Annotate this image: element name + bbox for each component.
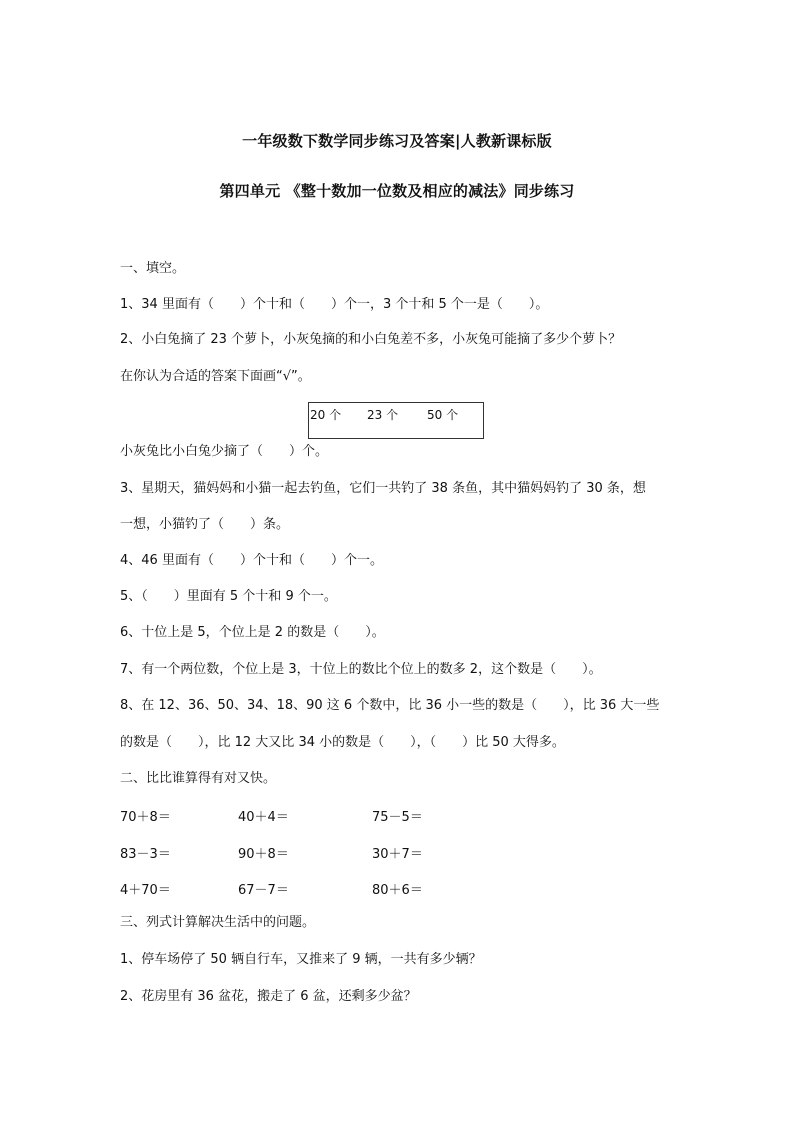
calc-item: 90＋8＝ [238, 847, 289, 862]
calc-item: 70＋8＝ [120, 810, 171, 825]
choice-option[interactable]: 50 个 [427, 408, 459, 422]
calc-item: 75－5＝ [372, 810, 423, 825]
question-1-3-continued: 一想，小猫钓了（ ）条。 [120, 517, 290, 532]
section-1-heading: 一、填空。 [120, 261, 186, 276]
choice-option[interactable]: 23 个 [367, 408, 399, 422]
question-1-8-continued: 的数是（ ），比 12 大又比 34 小的数是（ ），（ ）比 50 大得多。 [120, 735, 565, 750]
question-1-3-text: 3、星期天，猫妈妈和小猫一起去钓鱼，它们一共钓了 38 条鱼，其中猫妈妈钓了 30 条，想 [120, 481, 646, 496]
calc-item: 30＋7＝ [372, 847, 423, 862]
calc-item: 83－3＝ [120, 847, 171, 862]
question-3-2: 2、花房里有 36 盆花，搬走了 6 盆，还剩多少盆？ [120, 989, 417, 1004]
section-3-heading: 三、列式计算解决生活中的问题。 [120, 915, 316, 930]
answer-choices-box [308, 402, 484, 439]
unit-subtitle: 第四单元 《整十数加一位数及相应的减法》同步练习 [219, 182, 575, 200]
question-1-7: 7、有一个两位数，个位上是 3，十位上的数比个位上的数多 2，这个数是（ ）。 [120, 662, 602, 677]
document-title: 一年级数下数学同步练习及答案|人教新课标版 [242, 132, 552, 150]
question-1-1: 1、34 里面有（ ）个十和（ ）个一，3 个十和 5 个一是（ ）。 [120, 297, 549, 312]
calc-item: 40＋4＝ [238, 810, 289, 825]
question-1-2-followup: 小灰兔比小白兔少摘了（ ）个。 [120, 444, 329, 459]
question-3-1: 1、停车场停了 50 辆自行车，又推来了 9 辆，一共有多少辆？ [120, 952, 482, 967]
question-1-6: 6、十位上是 5，个位上是 2 的数是（ ）。 [120, 625, 385, 640]
question-1-8-text: 8、在 12、36、50、34、18、90 这 6 个数中，比 36 小一些的数是（ ），比 36 大一些 [120, 698, 660, 713]
calc-item: 4＋70＝ [120, 883, 171, 898]
question-1-2-instruction: 在你认为合适的答案下面画“√”。 [120, 369, 311, 384]
question-1-2-text: 2、小白兔摘了 23 个萝卜，小灰兔摘的和小白兔差不多，小灰兔可能摘了多少个萝卜？ [120, 332, 622, 347]
section-2-heading: 二、比比谁算得有对又快。 [120, 771, 277, 786]
question-1-4: 4、46 里面有（ ）个十和（ ）个一。 [120, 553, 383, 568]
calc-item: 80＋6＝ [372, 883, 423, 898]
choice-option[interactable]: 20 个 [310, 408, 342, 422]
question-1-5: 5、（ ）里面有 5 个十和 9 个一。 [120, 589, 337, 604]
calc-item: 67－7＝ [238, 883, 289, 898]
